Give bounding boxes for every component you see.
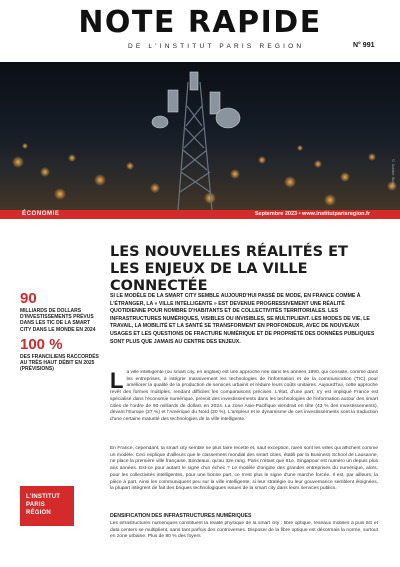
article-lead: SI LE MODÈLE DE LA SMART CITY SEMBLE AUJOURD'HUI PASSÉ DE MODE, EN FRANCE COMME À L'ÉTRANGER, LA « VILLE INTELLIGENTE » EST DEVENUE PROGRESSIVEMENT UNE RÉALITÉ QUOTIDIENNE POUR NOMBRE D'HABITANTS ET DE COLLECTIVITÉS TERRITORIALES. LES INFRASTRUCTURES NUMÉRIQUES, VISIBLES OU INVISIBLES, SE MULTIPLIENT. LES MODES DE VIE, LE TRAVAIL, LA MOBILITÉ ET LA SANTÉ SE TRANSFORMENT EN PROFONDEUR, AVEC DE NOUVEAUX USAGES ET LES QUESTIONS DE FRACTURE NUMÉRIQUE ET DE PROPRIÉTÉ DES DONNÉES PUBLIQUES SONT PLUS QUE JAMAIS AU CENTRE DES ENJEUX.	[110, 293, 375, 345]
body-paragraph-2: En France, cependant, la smart city semble ne plus faire recette et, sauf exception, rares sont les villes qui affichent comme un modèle. Ceci explique d'ailleurs que le classement mondial des smart cities, établi par la Business School de Lausanne, ne place la première ville française, Bordeaux, qu'au 32e rang. Paris n'étant que 61e. Singapour est numéro un depuis plus ans années. Est-ce pour autant le signe d'un échec ? Le modèle d'origine des grandes entreprises du numérique, alors, pour les collectivités intelligentes, pour une bonne part, ce n'est plus le signe d'une marche forcée. Il est, par ailleurs, la pièce à part. Ainsi les communiquent peu sur la ville intelligente, si leur stratégie ou leur gouvernance semblent éloignées, la plupart intègrent de fait des briques technologiques issues de la smart city dans leurs services publics.	[110, 446, 378, 492]
body-paragraph-3: Les infrastructures numériques constituent la réalité physique de la smart city : fibre optique, réseaux mobiles à puis 5G et data centers se multiplient, sans tant parfois des controverses. Disposer de la fibre optique est désormais la norme, surtout en zone urbaine. Plus de 80 % des foyers	[110, 521, 378, 540]
body-paragraph-1	[110, 370, 378, 442]
logo-text: RÉGION	[26, 510, 51, 516]
hero-image-antenna-city-night	[0, 62, 400, 210]
masthead-header	[0, 0, 400, 62]
institut-paris-region-logo	[20, 486, 74, 526]
stat-text: DES FRANCILIENS RACCORDÉS AU TRÈS HAUT DÉBIT EN 2025 (PRÉVISIONS)	[20, 354, 99, 373]
publication-title: NOTE RAPIDE	[78, 5, 322, 40]
drop-cap: L	[110, 370, 124, 393]
section-bar	[0, 210, 400, 219]
paragraph-text: a ville intelligente (ou smart city, en anglais) est une approche née dans les années 1990, qui consiste, comme dans les entreprises, à intégrer massivement les technologies de l'information et de la communication (TIC) pour améliorer la qualité de la production de services urbains et réduire leurs coûts unitaires. Aujourd'hui, cette approche revêt des formes multiples, rendant difficiles les comparaisons précises. L'état, d'une part, s'y est impliqué France est spécialisé dans l'économie numérique, prévoit des investissements dans les technologies de l'information autour des smart cities de l'ordre de 90 milliards de dollars en 2024. La zone Asie-Pacifique viendrait en tête (43 % des investissements), devant l'Europe (27 %) et l'Amérique du Nord (20 %). L'ampleur et le dynamisme de ces investissements sont la traduction d'une certaine maturité des technologies de la ville intelligente.	[110, 370, 378, 422]
logo-text: L'INSTITUT	[26, 494, 61, 500]
photo-credit: © Adobe Stock	[391, 158, 396, 187]
logo-text: PARIS	[26, 502, 45, 508]
stat-number: 90	[20, 290, 37, 307]
date-and-website: Septembre 2023 • www.institutparisregion.fr	[254, 211, 370, 217]
section-label: ÉCONOMIE	[22, 211, 60, 217]
stat-text: MILLIARDS DE DOLLARS D'INVESTISSEMENTS PRÉVUS DANS LES TIC DE LA SMART CITY DANS LE MONDE EN 2024	[20, 308, 96, 333]
publication-subtitle: DE L'INSTITUT PARIS REGION	[128, 43, 305, 50]
issue-number: N° 991	[353, 42, 375, 49]
section-subheading: DENSIFICATION DES INFRASTRUCTURES NUMÉRIQUES	[110, 513, 252, 519]
hero-illustration	[0, 62, 400, 210]
stat-number: 100 %	[20, 336, 63, 353]
article-headline: LES NOUVELLES RÉALITÉS ET LES ENJEUX DE LA VILLE CONNECTÉE	[110, 244, 348, 294]
